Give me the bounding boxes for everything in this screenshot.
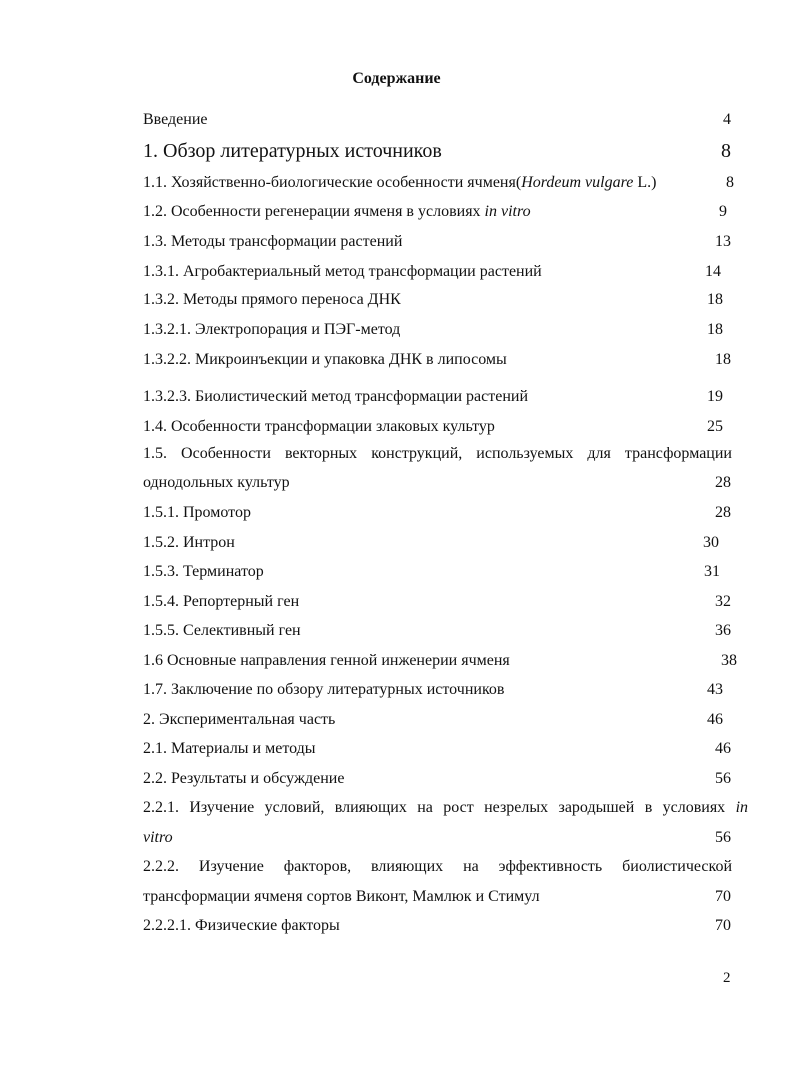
page-number: 2 <box>723 970 731 986</box>
toc-entry-line1: 2.2.1. Изучение условий, влияющих на рост незрелых зародышей в условиях in <box>143 799 749 816</box>
toc-entry-line1: 2.2.2. Изучение факторов, влияющих на эффективность биолистической <box>143 858 732 875</box>
toc-heading: Содержание <box>352 70 441 87</box>
toc-entry-line1: 1.5. Особенности векторных конструкций, используемых для трансформации <box>143 445 732 462</box>
document-page: Содержание Введение 4 1. Обзор литературных источников 8 1.1. Хозяйственно-биологические особенности ячменя(Hordeum vulgare L.) 8 1.2. Особенности регенерации ячменя в условиях in vitro 9 1.3. Методы трансформации растений 13 1.3.1. Агробактериальный метод трансформации растений 14 1.3.2. Методы прямого переноса ДНК 18 1.3.2.1. Электропорация и ПЭГ-метод 18 1.3.2.2. Микроинъекции и упаковка ДНК в липосомы 18 1.3.2.3. Биолистический метод трансформации растений 19 1.4. Особенности трансформации злаковых культур 25 1.5. Особенности векторных конструкций, используемых для трансформации однодольных культур 28 1.5.1. Промотор 28 1.5.2. Интрон 30 1.5.3. Терминатор 31 1.5.4. Репортерный ген 32 1.5.5. Селективный ген 36 1.6 Основные направления генной инженерии ячменя 38 1.7. Заключение по обзору литературных источников 43 2. Экспериментальная часть 46 2.1. Материалы и методы 46 2.2. Результаты и обсуждение 56 2.2.1. Изучение условий, влияющих на рост незрелых зародышей в условиях in vitro 56 2.2.2. Изучение факторов, влияющих на эффективность биолистической трансформации ячменя сортов Виконт, Мамлюк и Стимул 70 2.2.2.1. Физические факторы 70 2 <box>0 0 793 1091</box>
